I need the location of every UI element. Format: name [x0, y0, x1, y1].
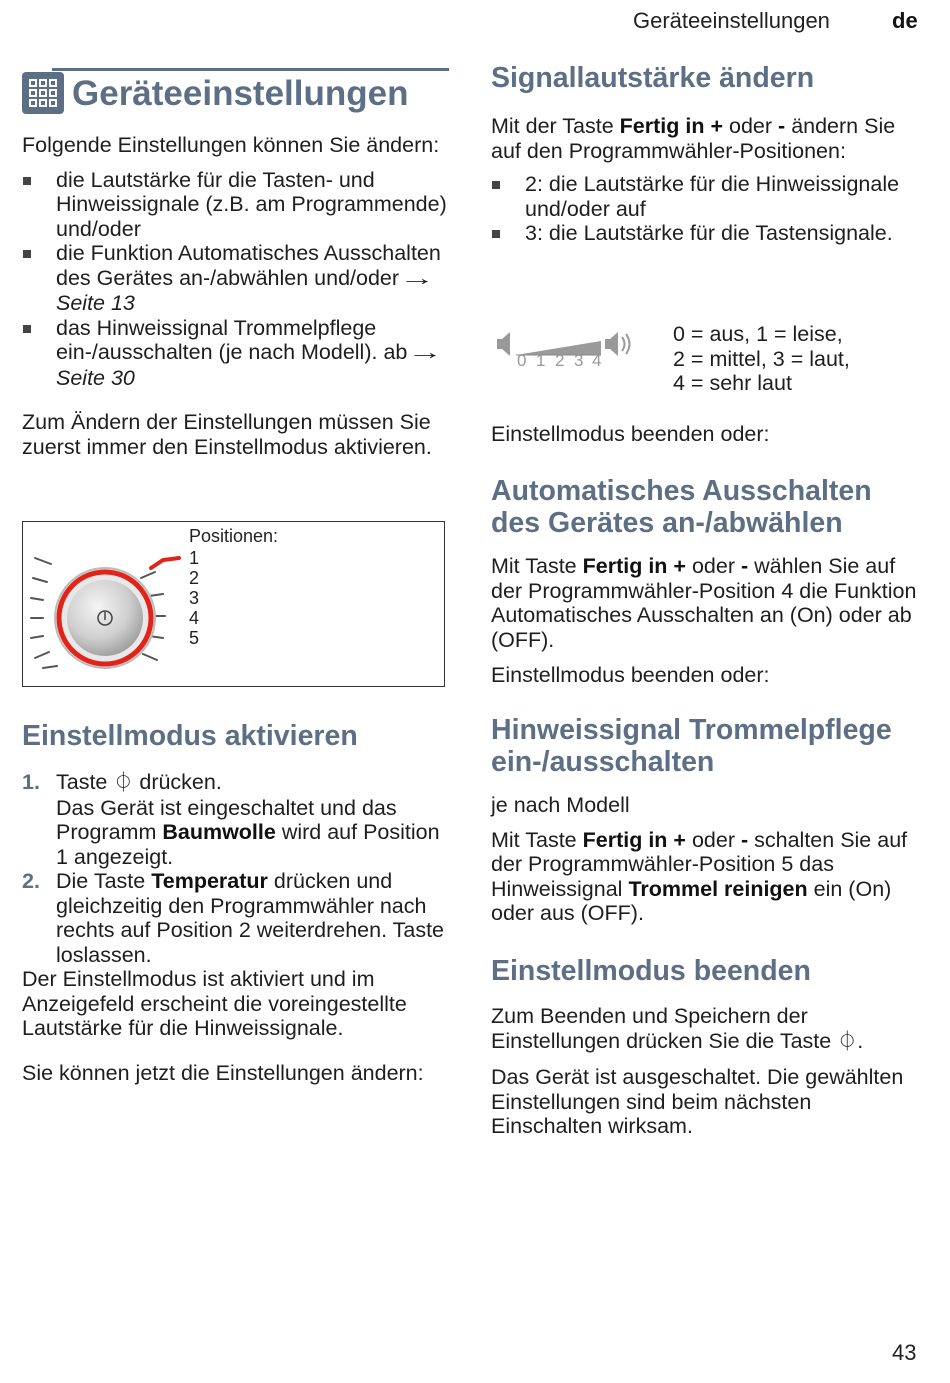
settings-grid-icon — [22, 72, 64, 114]
list-item: 2: die Lautstärke für die Hinweissignale und/oder auf — [491, 172, 919, 221]
settings-list — [22, 168, 447, 391]
list-item: die Funktion Automatisches Ausschalten des Gerätes an-/abwählen und/oder→Seite 13 — [22, 241, 447, 316]
outro-text: Sie können jetzt die Einstellungen ändern: — [22, 1060, 424, 1085]
language-tag: de — [892, 8, 918, 33]
page-title: Geräteeinstellungen — [72, 74, 409, 113]
note-text: Zum Ändern der Einstellungen müssen Sie zuerst immer den Einstellmodus aktivieren. — [22, 410, 432, 459]
finish-section — [491, 955, 919, 1139]
position-label: 2 — [189, 568, 200, 588]
position-label: 3 — [189, 588, 200, 608]
finish-text-2: Das Gerät ist ausgeschaltet. Die gewählten Einstellungen sind beim nächsten Einschalten wirksam. — [491, 1065, 904, 1138]
power-icon: ⏀ — [113, 772, 134, 794]
position-label: 4 — [189, 608, 200, 628]
scale-label: 4 — [592, 351, 602, 370]
end-mode-text: Einstellmodus beenden oder: — [491, 422, 770, 446]
list-item: 3: die Lautstärke für die Tastensignale. — [491, 221, 919, 246]
positions-list — [189, 548, 199, 648]
finish-text: Zum Beenden und Speichern der Einstellungen drücken Sie die Taste ⏀. — [491, 1004, 864, 1053]
auto-off-text: Mit Taste Fertig in + oder - wählen Sie auf der Programmwähler-Position 4 die Funktion Automatisches Ausschalten an (On) oder ab (OFF). — [491, 554, 917, 652]
model-note: je nach Modell — [491, 793, 630, 817]
intro-text: Folgende Einstellungen können Sie ändern: — [22, 133, 440, 157]
auto-off-section — [491, 475, 919, 688]
speaker-high-icon — [605, 332, 630, 356]
scale-label: 3 — [574, 351, 584, 370]
program-knob-icon — [23, 522, 193, 686]
scale-label: 0 — [517, 351, 527, 370]
section-heading: Einstellmodus aktivieren — [22, 720, 358, 752]
step-item: 2. Die Taste Temperatur drücken und gleichzeitig den Programmwähler nach rechts auf Position 2 weiterdrehen. Taste loslassen. — [22, 869, 445, 967]
position-label: 1 — [189, 548, 200, 568]
drum-section — [491, 714, 919, 926]
arrow-right-icon: → — [399, 267, 436, 290]
section-heading: Automatisches Ausschalten des Gerätes an-/abwählen — [491, 475, 872, 539]
section-heading: Hinweissignal Trommelpflege ein-/ausschalten — [491, 714, 892, 778]
activate-section — [22, 720, 447, 1085]
section-heading: Signallautstärke ändern — [491, 62, 815, 94]
power-icon: ⏀ — [837, 1030, 858, 1053]
end-mode-text: Einstellmodus beenden oder: — [491, 663, 770, 687]
page-reference[interactable]: Seite 13 — [56, 291, 135, 315]
result-text: Der Einstellmodus ist aktiviert und im Anzeigefeld erscheint die voreingestellte Lautstärke für die Hinweissignale. — [22, 967, 407, 1040]
arrow-right-icon: → — [407, 342, 444, 364]
title-rule — [52, 68, 449, 71]
scale-label: 2 — [555, 351, 565, 370]
running-header-title: Geräteeinstellungen — [633, 8, 830, 33]
volume-legend — [673, 322, 850, 396]
list-item: die Lautstärke für die Tasten- und Hinweissignale (z.B. am Programmende) und/oder — [22, 168, 447, 242]
speaker-low-icon — [497, 332, 510, 356]
volume-scale-graphic — [491, 325, 641, 375]
legend-line: 0 = aus, 1 = leise, — [673, 322, 843, 346]
page-reference[interactable]: Seite 30 — [56, 365, 135, 390]
step-item: 1. Taste ⏀ drücken. Das Gerät ist eingeschaltet und das Programm Baumwolle wird auf Position 1 angezeigt. — [22, 770, 440, 869]
list-item: das Hinweissignal Trommelpflege ein-/ausschalten (je nach Modell). ab→Seite 30 — [22, 316, 447, 391]
position-label: 5 — [189, 628, 200, 648]
volume-intro: Mit der Taste Fertig in + oder - ändern Sie auf den Programmwähler-Positionen: — [491, 114, 896, 163]
section-heading: Einstellmodus beenden — [491, 955, 811, 987]
volume-section — [491, 62, 919, 246]
legend-line: 2 = mittel, 3 = laut, — [673, 346, 850, 371]
legend-line: 4 = sehr laut — [673, 371, 792, 395]
drum-text: Mit Taste Fertig in + oder - schalten Sie auf der Programmwähler-Position 5 das Hinweissignal Trommel reinigen ein (On) oder aus (OFF). — [491, 827, 908, 925]
volume-positions-list — [491, 172, 919, 246]
steps-list — [22, 770, 447, 967]
page-number: 43 — [892, 1340, 917, 1365]
scale-label: 1 — [536, 351, 546, 370]
positions-title: Positionen: — [189, 526, 279, 546]
intro-section — [22, 133, 447, 459]
